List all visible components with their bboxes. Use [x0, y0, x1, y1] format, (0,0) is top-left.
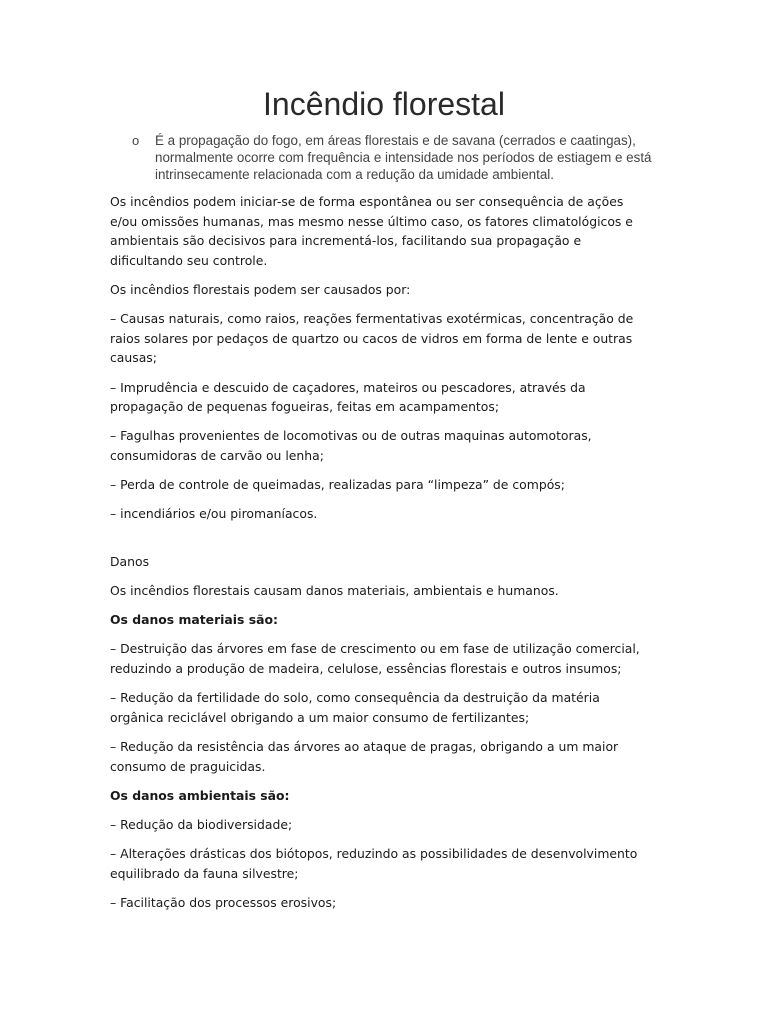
- list-item-cause: – Causas naturais, como raios, reações fermentativas exotérmicas, concentração de raios solares por pedaços de quartzo ou cacos de vidros em forma de lente e outras causas;: [110, 311, 634, 366]
- list-item-dano-ambiental: – Redução da biodiversidade;: [110, 816, 293, 832]
- subheading-danos-ambientais: Os danos ambientais são:: [110, 787, 290, 803]
- list-item-cause: – Imprudência e descuido de caçadores, mateiros ou pescadores, através da propagação de pequenas fogueiras, feitas em acampamentos;: [110, 379, 586, 415]
- paragraph-intro: Os incêndios podem iniciar-se de forma espontânea ou ser consequência de ações e/ou omissões humanas, mas mesmo nesse último caso, os fatores climatológicos e ambientais são decisivos para incrementá-los, facilitando sua propagação e dificultando seu controle.: [110, 194, 633, 268]
- list-item-dano-ambiental: – Alterações drásticas dos biótopos, reduzindo as possibilidades de desenvolvimento equilibrado da fauna silvestre;: [110, 846, 638, 881]
- list-item-cause: – Perda de controle de queimadas, realizadas para “limpeza” de compós;: [110, 477, 565, 493]
- list-item-dano-material: – Destruição das árvores em fase de crescimento ou em fase de utilização comercial, reduzindo a produção de madeira, celulose, essências florestais e outros insumos;: [110, 641, 640, 677]
- bullet-marker: o: [132, 133, 140, 148]
- list-item-dano-ambiental: – Facilitação dos processos erosivos;: [110, 894, 337, 910]
- section-heading-danos: Danos: [110, 553, 150, 569]
- paragraph-causes-heading: Os incêndios florestais podem ser causados por:: [110, 281, 411, 297]
- intro-bullet-item: [118, 132, 658, 183]
- list-item-dano-material: – Redução da fertilidade do solo, como consequência da destruição da matéria orgânica reciclável obrigando a um maior consumo de fertilizantes;: [110, 690, 600, 725]
- intro-text: É a propagação do fogo, em áreas florestais e de savana (cerrados e caatingas), normalmente ocorre com frequência e intensidade nos períodos de estiagem e está intrinsecamente relacionada com a redução da umidade ambiental.: [155, 133, 652, 182]
- list-item-cause: – Fagulhas provenientes de locomotivas ou de outras maquinas automotoras, consumidoras de carvão ou lenha;: [110, 428, 592, 463]
- subheading-danos-materiais: Os danos materiais são:: [110, 612, 278, 628]
- paragraph-danos-summary: Os incêndios florestais causam danos materiais, ambientais e humanos.: [110, 583, 559, 599]
- page-title: Incêndio florestal: [263, 86, 505, 122]
- document-body: [110, 192, 650, 922]
- list-item-cause: – incendiários e/ou piromaníacos.: [110, 506, 318, 522]
- list-item-dano-material: – Redução da resistência das árvores ao ataque de pragas, obrigando a um maior consumo de praguicidas.: [110, 739, 619, 774]
